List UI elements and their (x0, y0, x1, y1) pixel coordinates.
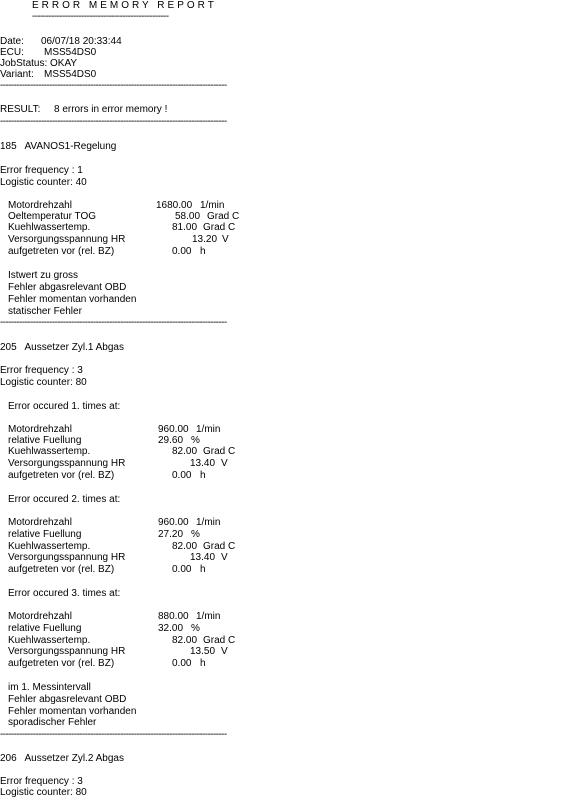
measurement-value: 13.20 (192, 234, 218, 245)
error-heading: 205 Aussetzer Zyl.1 Abgas (0, 342, 124, 353)
ecu-label: ECU: (0, 47, 24, 58)
variant-label: Variant: (0, 69, 34, 80)
measurement-value: 880.00 (158, 611, 189, 622)
measurement-name: Kuehlwassertemp. (8, 222, 91, 233)
measurement-unit: V (221, 646, 228, 657)
result-value: 8 errors in error memory ! (54, 104, 168, 115)
jobstatus-text: JobStatus: OKAY (0, 58, 78, 69)
measurement-value: 960.00 (158, 517, 189, 528)
measurement-value: 82.00 (172, 541, 198, 552)
error-note: Fehler momentan vorhanden (8, 294, 137, 305)
measurement-value: 0.00 (172, 470, 192, 481)
error-frequency: Error frequency : 3 (0, 365, 83, 376)
error-note: sporadischer Fehler (8, 717, 97, 728)
measurement-name: Motordrehzahl (8, 200, 72, 211)
measurement-name: Motordrehzahl (8, 424, 72, 435)
measurement-name: Versorgungsspannung HR (8, 234, 126, 245)
measurement-name: aufgetreten vor (rel. BZ) (8, 470, 115, 481)
measurement-unit: 1/min (200, 200, 225, 211)
measurement-unit: 1/min (196, 517, 221, 528)
measurement-unit: V (221, 458, 228, 469)
measurement-unit: h (200, 564, 206, 575)
error-note: im 1. Messintervall (8, 682, 91, 693)
measurement-value: 27.20 (158, 529, 184, 540)
error-heading: 206 Aussetzer Zyl.2 Abgas (0, 753, 124, 764)
logistic-counter: Logistic counter: 80 (0, 787, 87, 798)
error-note: Fehler abgasrelevant OBD (8, 694, 127, 705)
measurement-unit: 1/min (196, 424, 221, 435)
error-note: statischer Fehler (8, 306, 82, 317)
occurrence-title: Error occured 2. times at: (8, 494, 121, 505)
measurement-name: Motordrehzahl (8, 517, 72, 528)
measurement-unit: h (200, 246, 206, 257)
error-note: Istwert zu gross (8, 270, 79, 281)
occurrence-title: Error occured 3. times at: (8, 588, 121, 599)
measurement-value: 82.00 (172, 635, 198, 646)
measurement-value: 81.00 (172, 222, 198, 233)
title-underline: -------------------------------------------------- (32, 11, 169, 22)
measurement-value: 13.50 (190, 646, 216, 657)
occurrence-title: Error occured 1. times at: (8, 401, 121, 412)
error-note: Fehler momentan vorhanden (8, 706, 137, 717)
measurement-unit: h (200, 470, 206, 481)
measurement-value: 29.60 (158, 435, 184, 446)
error-frequency: Error frequency : 3 (0, 776, 83, 787)
measurement-value: 0.00 (172, 246, 192, 257)
measurement-unit: Grad C (207, 211, 240, 222)
measurement-unit: Grad C (203, 541, 236, 552)
variant-value: MSS54DS0 (44, 69, 97, 80)
error-note: Fehler abgasrelevant OBD (8, 282, 127, 293)
measurement-unit: Grad C (203, 222, 236, 233)
measurement-name: aufgetreten vor (rel. BZ) (8, 246, 115, 257)
report-title: ERROR MEMORY REPORT (32, 0, 217, 11)
measurement-value: 960.00 (158, 424, 189, 435)
measurement-value: 0.00 (172, 658, 192, 669)
measurement-value: 13.40 (190, 458, 216, 469)
measurement-unit: V (221, 552, 228, 563)
measurement-unit: 1/min (196, 611, 221, 622)
measurement-value: 0.00 (172, 564, 192, 575)
measurement-name: relative Fuellung (8, 623, 82, 634)
measurement-unit: % (191, 623, 200, 634)
error-frequency: Error frequency : 1 (0, 165, 83, 176)
measurement-name: Kuehlwassertemp. (8, 541, 91, 552)
measurement-name: Versorgungsspannung HR (8, 458, 126, 469)
measurement-value: 1680.00 (156, 200, 193, 211)
measurement-name: Versorgungsspannung HR (8, 552, 126, 563)
date-value: 06/07/18 20:33:44 (41, 36, 122, 47)
measurement-name: Kuehlwassertemp. (8, 446, 91, 457)
measurement-value: 32.00 (158, 623, 184, 634)
measurement-name: relative Fuellung (8, 435, 82, 446)
measurement-value: 13.40 (190, 552, 216, 563)
measurement-unit: % (191, 529, 200, 540)
separator-line: ----------------------------------------------------------------------------------- (0, 729, 227, 740)
logistic-counter: Logistic counter: 80 (0, 377, 87, 388)
logistic-counter: Logistic counter: 40 (0, 177, 87, 188)
separator-line: ----------------------------------------------------------------------------------- (0, 116, 227, 127)
measurement-name: Versorgungsspannung HR (8, 646, 126, 657)
error-heading: 185 AVANOS1-Regelung (0, 141, 117, 152)
result-label: RESULT: (0, 104, 41, 115)
measurement-name: relative Fuellung (8, 529, 82, 540)
measurement-name: Oeltemperatur TOG (8, 211, 96, 222)
measurement-name: aufgetreten vor (rel. BZ) (8, 658, 115, 669)
separator-line: ----------------------------------------------------------------------------------- (0, 80, 227, 91)
ecu-value: MSS54DS0 (44, 47, 97, 58)
measurement-name: Motordrehzahl (8, 611, 72, 622)
measurement-value: 58.00 (175, 211, 201, 222)
measurement-name: Kuehlwassertemp. (8, 635, 91, 646)
date-label: Date: (0, 36, 24, 47)
measurement-unit: V (222, 234, 229, 245)
measurement-unit: Grad C (203, 635, 236, 646)
measurement-unit: h (200, 658, 206, 669)
measurement-name: aufgetreten vor (rel. BZ) (8, 564, 115, 575)
measurement-value: 82.00 (172, 446, 198, 457)
measurement-unit: % (191, 435, 200, 446)
separator-line: ----------------------------------------------------------------------------------- (0, 317, 227, 328)
measurement-unit: Grad C (203, 446, 236, 457)
